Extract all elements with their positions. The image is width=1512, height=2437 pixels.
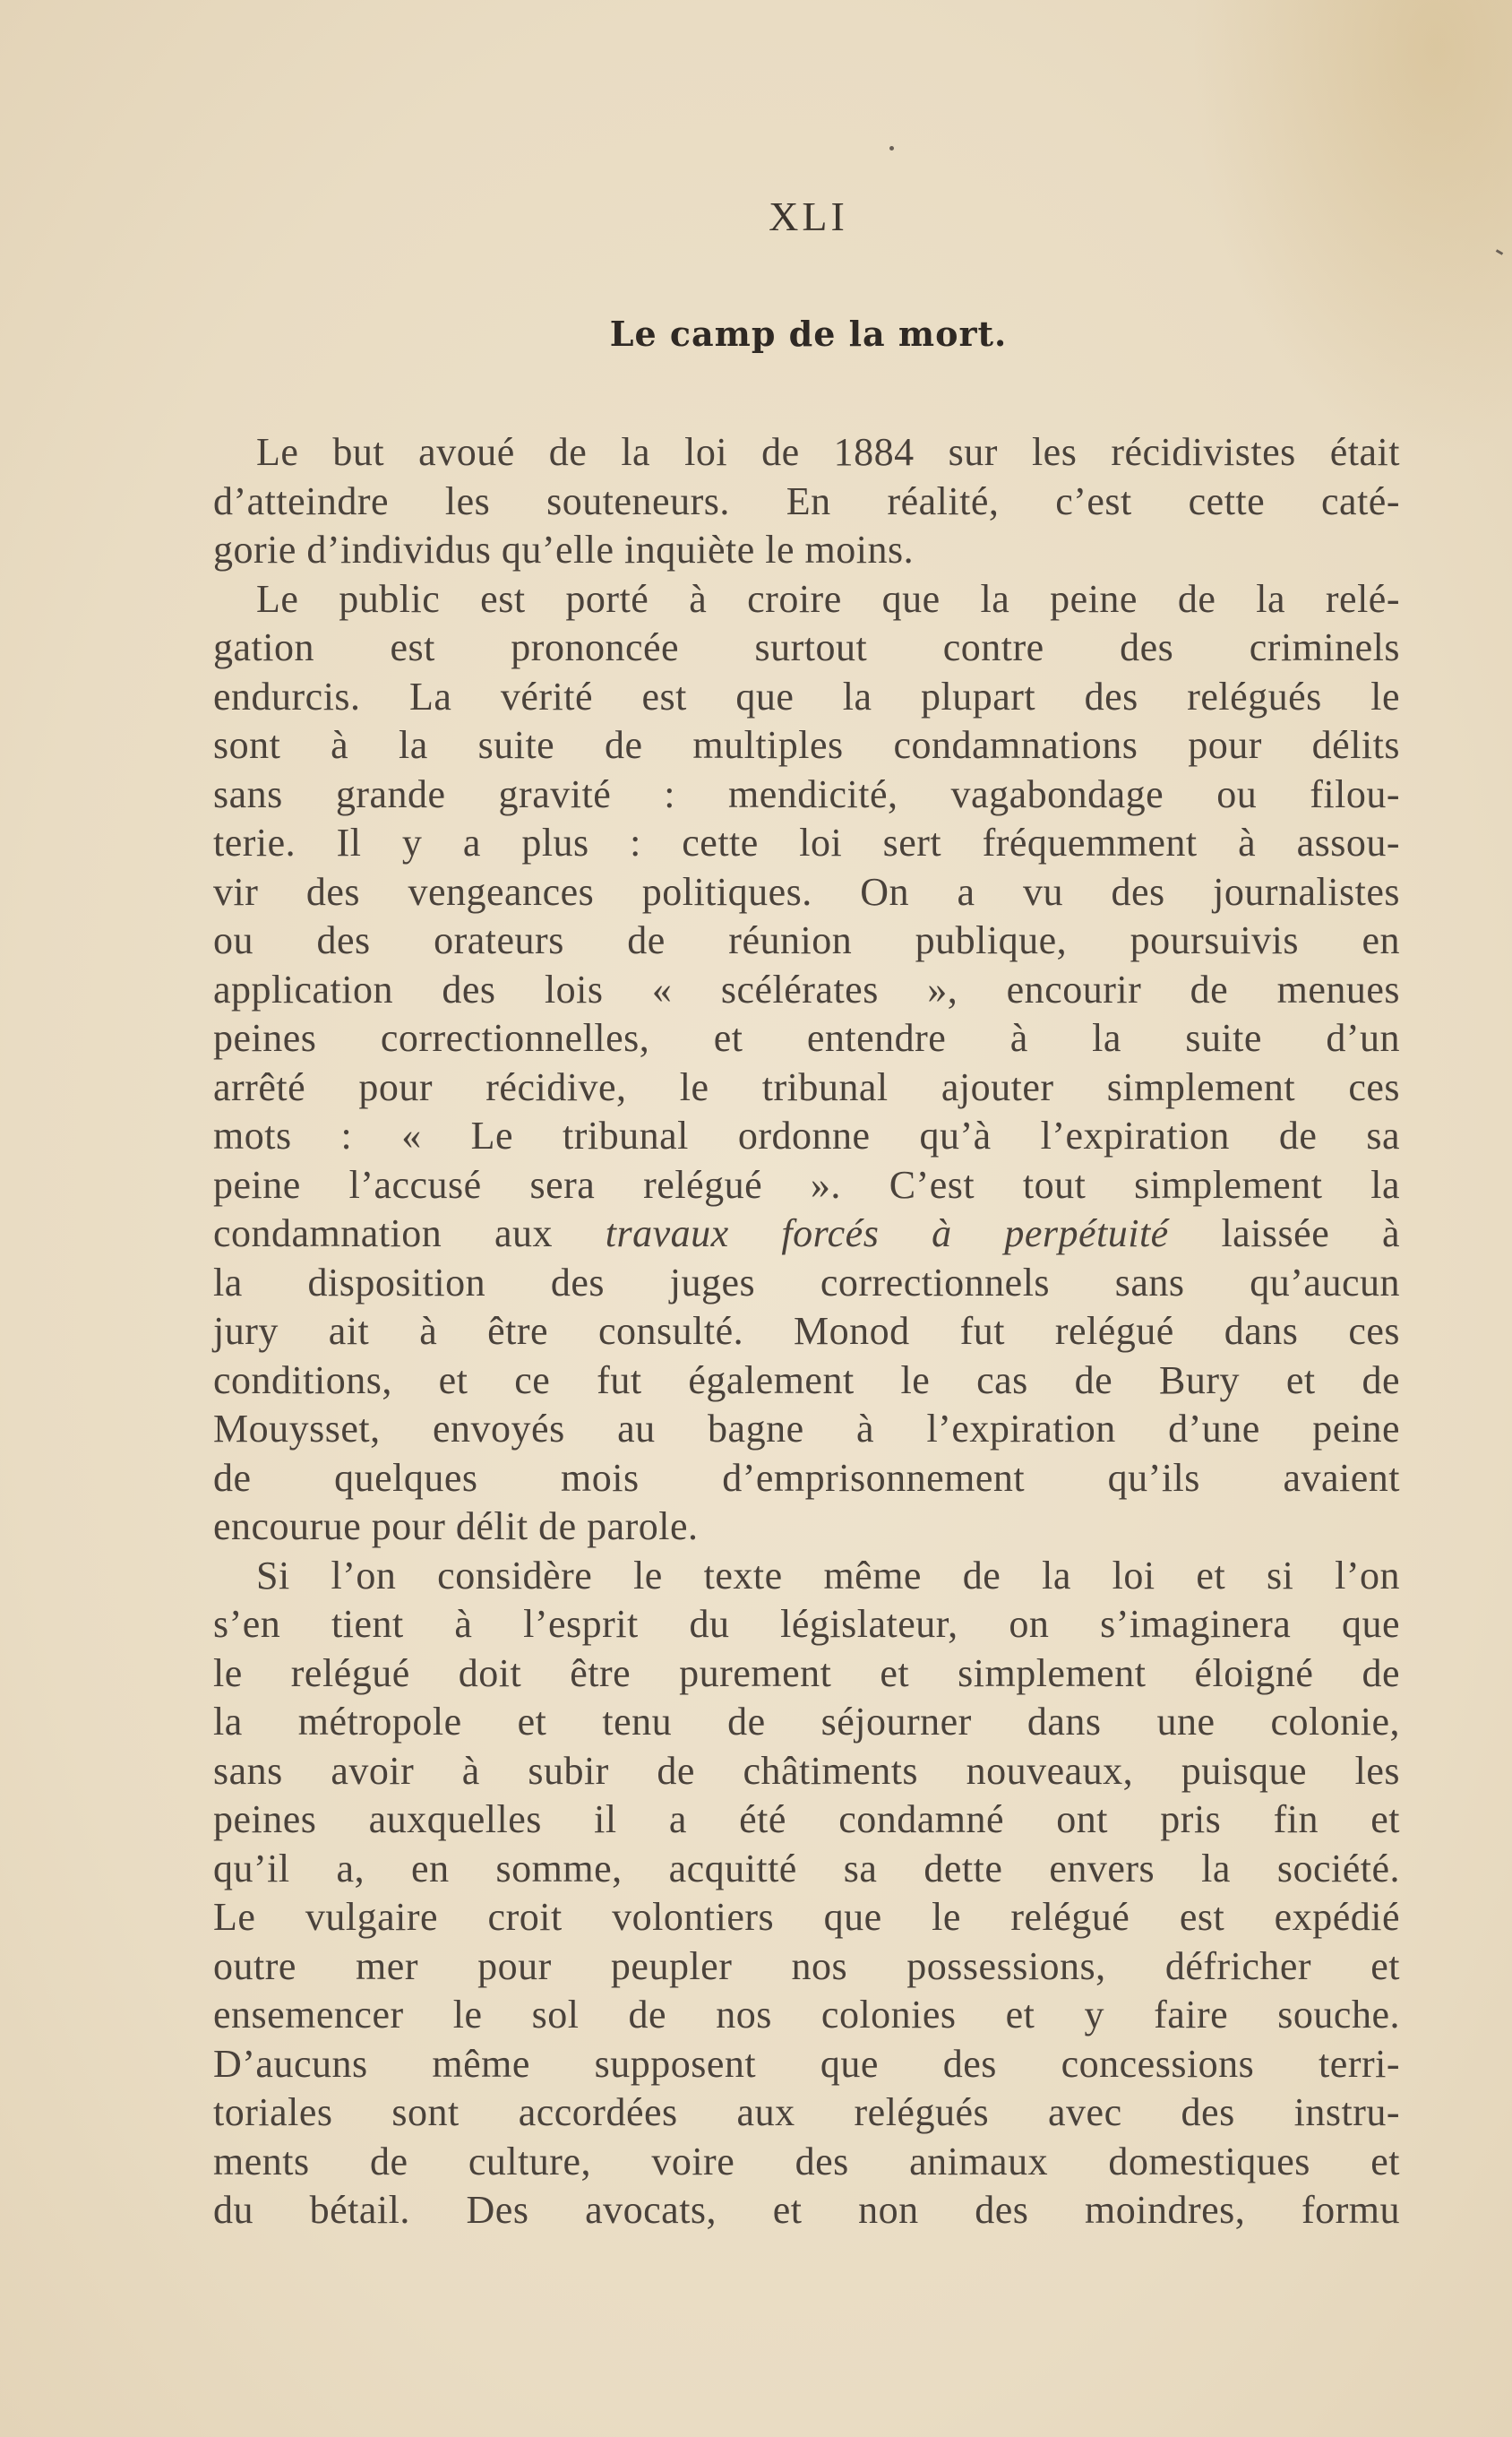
text-line: mots : « Le tribunal ordonne qu’à l’expiration de sa — [213, 1114, 1400, 1158]
text-line: d’atteindre les souteneurs. En réalité, c’est cette caté- — [213, 478, 1400, 523]
text-line: s’en tient à l’esprit du législateur, on s’imaginera que — [213, 1602, 1400, 1646]
print-speck — [1496, 249, 1503, 255]
text-line: ments de culture, voire des animaux domestiques et — [213, 2139, 1400, 2183]
text-line: Si l’on considère le texte même de la loi et si l’on — [256, 1553, 1400, 1597]
text-line: condamnation aux travaux forcés à perpétuité laissée à — [213, 1211, 1401, 1255]
body-text — [213, 428, 1400, 2235]
text-line: sans avoir à subir de châtiments nouveaux, puisque les — [213, 1748, 1400, 1793]
text-line: jury ait à être consulté. Monod fut relégué dans ces — [213, 1309, 1400, 1353]
text-line: du bétail. Des avocats, et non des moindres, formu — [213, 2188, 1400, 2232]
text-line: peine l’accusé sera relégué ». C’est tout simplement la — [213, 1162, 1400, 1207]
text-line: endurcis. La vérité est que la plupart des relégués le — [213, 674, 1400, 719]
text-line: gation est prononcée surtout contre des criminels — [213, 625, 1400, 669]
text-line: toriales sont accordées aux relégués avec des instru- — [213, 2090, 1400, 2134]
text-line: ou des orateurs de réunion publique, poursuivis en — [213, 918, 1400, 962]
text-line: de quelques mois d’emprisonnement qu’ils avaient — [213, 1455, 1400, 1500]
text-line: outre mer pour peupler nos possessions, défricher et — [213, 1943, 1400, 1988]
text-line: vir des vengeances politiques. On a vu des journalistes — [213, 869, 1400, 914]
text-line: qu’il a, en somme, acquitté sa dette envers la société. — [213, 1846, 1400, 1890]
text-line: la disposition des juges correctionnels sans qu’aucun — [213, 1260, 1400, 1305]
italic-phrase: travaux forcés à perpétuité — [605, 1211, 1169, 1255]
text-line: gorie d’individus qu’elle inquiète le moins. — [213, 528, 915, 572]
text-line: le relégué doit être purement et simplement éloigné de — [213, 1650, 1400, 1695]
text-line: la métropole et tenu de séjourner dans une colonie, — [213, 1700, 1400, 1744]
text-line: peines auxquelles il a été condamné ont pris fin et — [213, 1797, 1400, 1841]
text-line: arrêté pour récidive, le tribunal ajouter simplement ces — [213, 1064, 1400, 1109]
text-line: conditions, et ce fut également le cas de Bury et de — [213, 1357, 1400, 1402]
text-line: D’aucuns même supposent que des concessions terri- — [213, 2041, 1400, 2086]
text-line: encourue pour délit de parole. — [213, 1504, 699, 1548]
text-line: sans grande gravité : mendicité, vagabondage ou filou- — [213, 771, 1400, 816]
text-line: application des lois « scélérates », encourir de menues — [213, 967, 1400, 1012]
chapter-title: Le camp de la mort. — [609, 314, 1008, 354]
text-line: Mouysset, envoyés au bagne à l’expiration d’une peine — [213, 1407, 1400, 1451]
text-line: peines correctionnelles, et entendre à la suite d’un — [213, 1016, 1400, 1060]
text-line: Le but avoué de la loi de 1884 sur les récidivistes était — [256, 430, 1400, 474]
chapter-number: XLI — [769, 194, 848, 239]
text-line: Le public est porté à croire que la peine de la relé- — [256, 576, 1400, 621]
print-speck — [889, 146, 894, 151]
text-line: sont à la suite de multiples condamnations pour délits — [213, 723, 1400, 767]
text-line: Le vulgaire croit volontiers que le relégué est expédié — [213, 1895, 1400, 1939]
text-line: ensemencer le sol de nos colonies et y faire souche. — [213, 1993, 1400, 2037]
text-line: terie. Il y a plus : cette loi sert fréquemment à assou- — [213, 821, 1400, 865]
